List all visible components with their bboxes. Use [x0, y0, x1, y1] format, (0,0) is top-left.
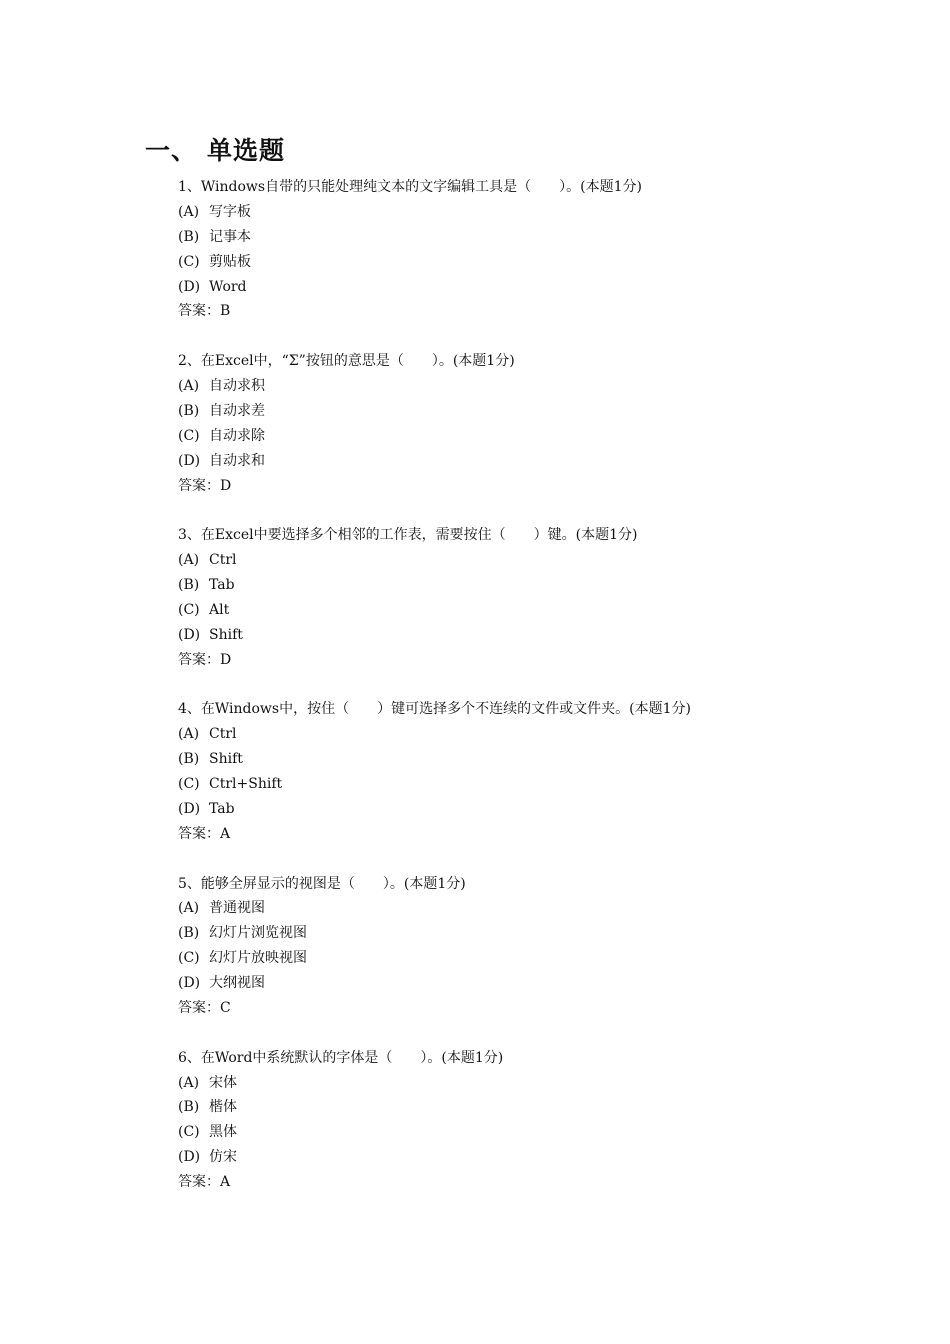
- option-label: (B): [178, 228, 200, 245]
- question-4: [178, 697, 878, 846]
- option-b: [178, 399, 878, 424]
- option-label: (A): [178, 726, 200, 743]
- section-heading: [145, 133, 285, 169]
- option-text: 自动求除: [209, 427, 265, 444]
- question-stem: 3、在Excel中要选择多个相邻的工作表，需要按住（ ）键。(本题1分): [178, 527, 638, 544]
- option-label: (A): [178, 552, 200, 569]
- question-stem: 1、Windows自带的只能处理纯文本的文字编辑工具是（ ）。(本题1分): [178, 179, 642, 195]
- option-c: [178, 424, 878, 449]
- option-text: Word: [209, 278, 247, 295]
- option-text: 自动求差: [209, 402, 265, 419]
- option-d: [178, 275, 878, 300]
- option-c: [178, 598, 878, 623]
- answer-line: 答案：A: [178, 825, 231, 842]
- question-stem: 2、在Excel中，“Σ”按钮的意思是（ ）。(本题1分): [178, 353, 515, 370]
- option-text: 幻灯片浏览视图: [209, 925, 307, 942]
- option-text: Tab: [209, 577, 235, 594]
- option-c: [178, 946, 878, 971]
- option-label: (B): [178, 577, 200, 594]
- option-d: [178, 623, 878, 648]
- option-a: [178, 1071, 878, 1096]
- option-text: Ctrl: [209, 726, 237, 743]
- option-d: [178, 797, 878, 822]
- option-label: (B): [178, 751, 200, 768]
- option-label: (B): [178, 1099, 200, 1116]
- option-b: [178, 747, 878, 772]
- option-a: [178, 896, 878, 921]
- option-text: 写字板: [209, 203, 251, 220]
- option-label: (D): [178, 1149, 201, 1166]
- section-title: 单选题: [207, 136, 286, 165]
- option-label: (A): [178, 203, 200, 220]
- option-d: [178, 971, 878, 996]
- option-label: (C): [178, 427, 200, 444]
- answer-line: 答案：D: [178, 477, 232, 494]
- option-text: 自动求积: [209, 378, 265, 395]
- option-c: [178, 1120, 878, 1145]
- option-text: Shift: [209, 626, 243, 643]
- answer-line: 答案：B: [178, 303, 231, 320]
- answer-line: 答案：D: [178, 651, 232, 668]
- option-text: 楷体: [209, 1099, 237, 1116]
- question-stem: 6、在Word中系统默认的字体是（ ）。(本题1分): [178, 1049, 504, 1066]
- option-label: (D): [178, 278, 201, 295]
- option-label: (A): [178, 900, 200, 917]
- option-text: Alt: [209, 601, 230, 618]
- option-label: (C): [178, 253, 200, 270]
- option-text: Ctrl: [209, 552, 237, 569]
- option-text: 黑体: [209, 1124, 237, 1141]
- option-text: 剪贴板: [209, 253, 251, 270]
- question-stem: 5、能够全屏显示的视图是（ ）。(本题1分): [178, 875, 466, 892]
- answer-line: 答案：A: [178, 1174, 231, 1191]
- question-5: [178, 872, 878, 1021]
- option-c: [178, 250, 878, 275]
- option-b: [178, 1095, 878, 1120]
- option-b: [178, 921, 878, 946]
- option-d: [178, 449, 878, 474]
- option-label: (C): [178, 776, 200, 793]
- option-text: 自动求和: [209, 452, 265, 469]
- question-6: [178, 1046, 878, 1195]
- option-text: Tab: [209, 800, 235, 817]
- option-label: (D): [178, 626, 201, 643]
- option-label: (D): [178, 452, 201, 469]
- answer-line: 答案：C: [178, 1000, 231, 1017]
- option-label: (C): [178, 950, 200, 967]
- option-d: [178, 1145, 878, 1170]
- question-2: [178, 349, 878, 498]
- option-text: Ctrl+Shift: [209, 776, 283, 793]
- option-a: [178, 374, 878, 399]
- option-text: Shift: [209, 751, 243, 768]
- option-a: [178, 722, 878, 747]
- option-text: 宋体: [209, 1074, 237, 1091]
- option-a: [178, 548, 878, 573]
- option-label: (D): [178, 800, 201, 817]
- option-text: 普通视图: [209, 900, 265, 917]
- option-b: [178, 573, 878, 598]
- option-label: (B): [178, 925, 200, 942]
- option-label: (A): [178, 1074, 200, 1091]
- option-text: 幻灯片放映视图: [209, 950, 307, 967]
- option-c: [178, 772, 878, 797]
- question-list: [178, 175, 878, 1220]
- option-label: (C): [178, 601, 200, 618]
- question-1: [178, 175, 878, 324]
- option-text: 记事本: [209, 228, 251, 245]
- option-text: 大纲视图: [209, 975, 265, 992]
- question-stem: 4、在Windows中，按住（ ）键可选择多个不连续的文件或文件夹。(本题1分): [178, 701, 691, 718]
- question-3: [178, 523, 878, 672]
- option-b: [178, 225, 878, 250]
- option-text: 仿宋: [209, 1149, 237, 1166]
- option-a: [178, 200, 878, 225]
- option-label: (D): [178, 975, 201, 992]
- option-label: (C): [178, 1124, 200, 1141]
- section-number: 一、: [145, 136, 198, 165]
- option-label: (B): [178, 402, 200, 419]
- option-label: (A): [178, 378, 200, 395]
